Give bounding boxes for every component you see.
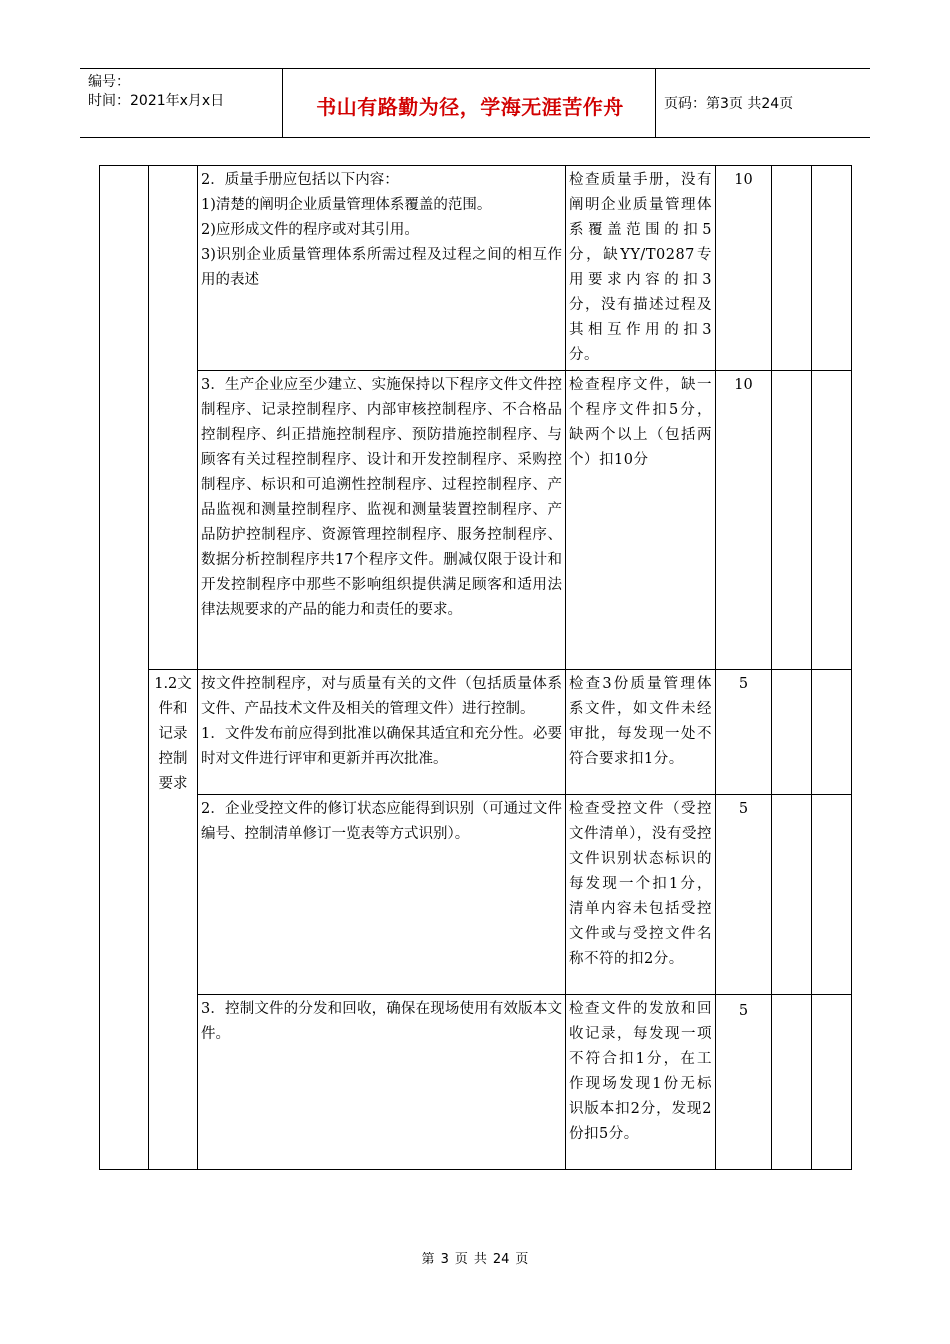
score-cell: 10	[716, 371, 772, 670]
empty-cell	[772, 371, 812, 670]
header-divider	[282, 69, 283, 137]
score-cell: 10	[716, 166, 772, 371]
empty-cell	[772, 670, 812, 795]
score-cell: 5	[716, 995, 772, 1170]
check-method-cell: 检查文件的发放和回收记录，每发现一项不符合扣1分，在工作现场发现1份无标识版本扣2分，发现2份扣5分。	[566, 995, 716, 1170]
check-method-cell: 检查受控文件（受控文件清单），没有受控文件识别状态标识的每发现一个扣1分，清单内容未包括受控文件或与受控文件名称不符的扣2分。	[566, 795, 716, 995]
document-number-label: 编号：	[88, 74, 130, 90]
empty-cell	[812, 995, 852, 1170]
requirement-cell: 2．质量手册应包括以下内容： 1)清楚的阐明企业质量管理体系覆盖的范围。 2)应形成文件的程序或对其引用。 3)识别企业质量管理体系所需过程及过程之间的相互作用的表述	[198, 166, 566, 371]
section-title-cell: 1.2文件和记录控制要求	[149, 670, 198, 1170]
document-time-label: 时间：2021年x月x日	[88, 93, 225, 109]
inspection-table	[99, 165, 852, 1170]
check-method-cell: 检查程序文件，缺一个程序文件扣5分，缺两个以上（包括两个）扣10分	[566, 371, 716, 670]
empty-cell	[772, 166, 812, 371]
table-row	[100, 795, 852, 995]
empty-cell	[812, 166, 852, 371]
table-row	[100, 166, 852, 371]
section-cell	[149, 166, 198, 670]
empty-cell	[772, 995, 812, 1170]
footer-total-pages: 24	[492, 1252, 510, 1267]
page-footer: 第 3 页 共 24 页	[421, 1252, 529, 1267]
header-divider	[655, 69, 656, 137]
requirement-cell: 按文件控制程序，对与质量有关的文件（包括质量体系文件、产品技术文件及相关的管理文件）进行控制。 1．文件发布前应得到批准以确保其适宜和充分性。必要时对文件进行评审和更新并再次批准。	[198, 670, 566, 795]
page-header	[80, 68, 870, 138]
check-method-cell: 检查质量手册，没有阐明企业质量管理体系覆盖范围的扣5分，缺YY/T0287专用要求内容的扣3分，没有描述过程及其相互作用的扣3分。	[566, 166, 716, 371]
score-cell: 5	[716, 795, 772, 995]
header-page-label: 页码：第3页 共24页	[664, 96, 794, 112]
empty-cell	[772, 795, 812, 995]
empty-cell	[812, 371, 852, 670]
check-method-cell: 检查3份质量管理体系文件，如文件未经审批，每发现一处不符合要求扣1分。	[566, 670, 716, 795]
category-cell	[100, 166, 149, 1170]
requirement-cell: 3．控制文件的分发和回收，确保在现场使用有效版本文件。	[198, 995, 566, 1170]
header-meta	[88, 73, 224, 111]
requirement-cell: 2．企业受控文件的修订状态应能得到识别（可通过文件编号、控制清单修订一览表等方式识别）。	[198, 795, 566, 995]
table-row	[100, 371, 852, 670]
header-motto: 书山有路勤为径，学海无涯苦作舟	[316, 95, 624, 119]
requirement-cell: 3．生产企业应至少建立、实施保持以下程序文件文件控制程序、记录控制程序、内部审核控制程序、不合格品控制程序、纠正措施控制程序、预防措施控制程序、与顾客有关过程控制程序、设计和开发控制程序、采购控制程序、标识和可追溯性控制程序、过程控制程序、产品监视和测量控制程序、监视和测量装置控制程序、产品防护控制程序、资源管理控制程序、服务控制程序、数据分析控制程序共17个程序文件。删减仅限于设计和开发控制程序中那些不影响组织提供满足顾客和适用法律法规要求的产品的能力和责任的要求。	[198, 371, 566, 670]
footer-current-page: 3	[440, 1252, 449, 1267]
table-row	[100, 995, 852, 1170]
empty-cell	[812, 670, 852, 795]
table-row	[100, 670, 852, 795]
score-cell: 5	[716, 670, 772, 795]
empty-cell	[812, 795, 852, 995]
